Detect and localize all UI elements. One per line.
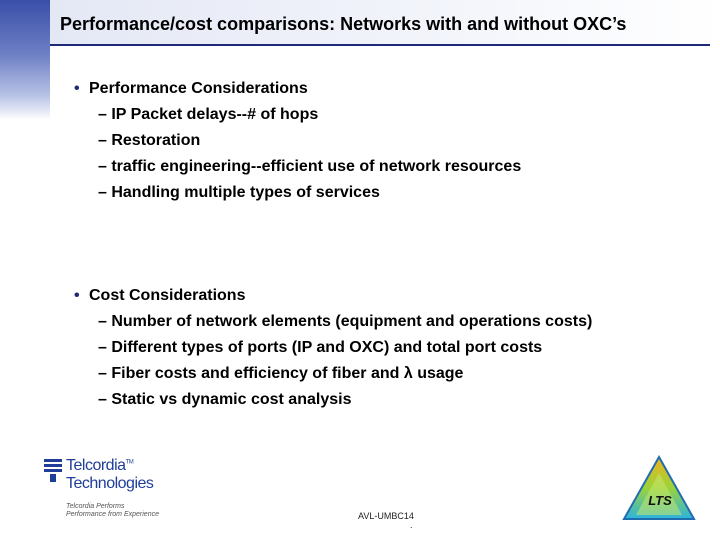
cost-item: – Static vs dynamic cost analysis <box>98 391 352 408</box>
logo-subname: Technologies <box>66 475 154 492</box>
bullet-dot: • <box>74 287 80 304</box>
cost-heading <box>74 283 592 309</box>
performance-heading-text: Performance Considerations <box>89 80 308 97</box>
logo-tagline: Performance from Experience <box>66 511 159 518</box>
left-gradient-bar <box>0 0 50 120</box>
logo-tagline: Telcordia Performs <box>66 503 125 510</box>
logo-name <box>66 457 133 475</box>
performance-heading <box>74 76 521 102</box>
logo-trademark: TM <box>125 459 134 466</box>
slide-title: Performance/cost comparisons: Networks with and without OXC’s <box>60 14 627 34</box>
telcordia-logo <box>42 455 172 520</box>
performance-item: – Handling multiple types of services <box>98 184 380 201</box>
lts-text: LTS <box>648 493 672 508</box>
cost-item: – Number of network elements (equipment and operations costs) <box>98 313 593 330</box>
logo-name-text: Telcordia <box>66 457 126 474</box>
cost-item: – Fiber costs and efficiency of fiber and λ usage <box>98 365 464 382</box>
performance-item: – IP Packet delays--# of hops <box>98 106 319 123</box>
cost-section <box>74 283 592 413</box>
title-underline <box>50 44 710 46</box>
performance-item: – Restoration <box>98 132 201 149</box>
performance-section <box>74 76 521 206</box>
telcordia-mark-icon <box>42 457 66 483</box>
cost-heading-text: Cost Considerations <box>89 287 246 304</box>
cost-item: – Different types of ports (IP and OXC) and total port costs <box>98 339 543 356</box>
footer-code: AVL-UMBC14 <box>358 511 414 521</box>
bullet-dot: • <box>74 80 80 97</box>
footer-dot: . <box>410 520 413 530</box>
performance-item: – traffic engineering--efficient use of network resources <box>98 158 522 175</box>
lts-logo <box>622 455 696 521</box>
